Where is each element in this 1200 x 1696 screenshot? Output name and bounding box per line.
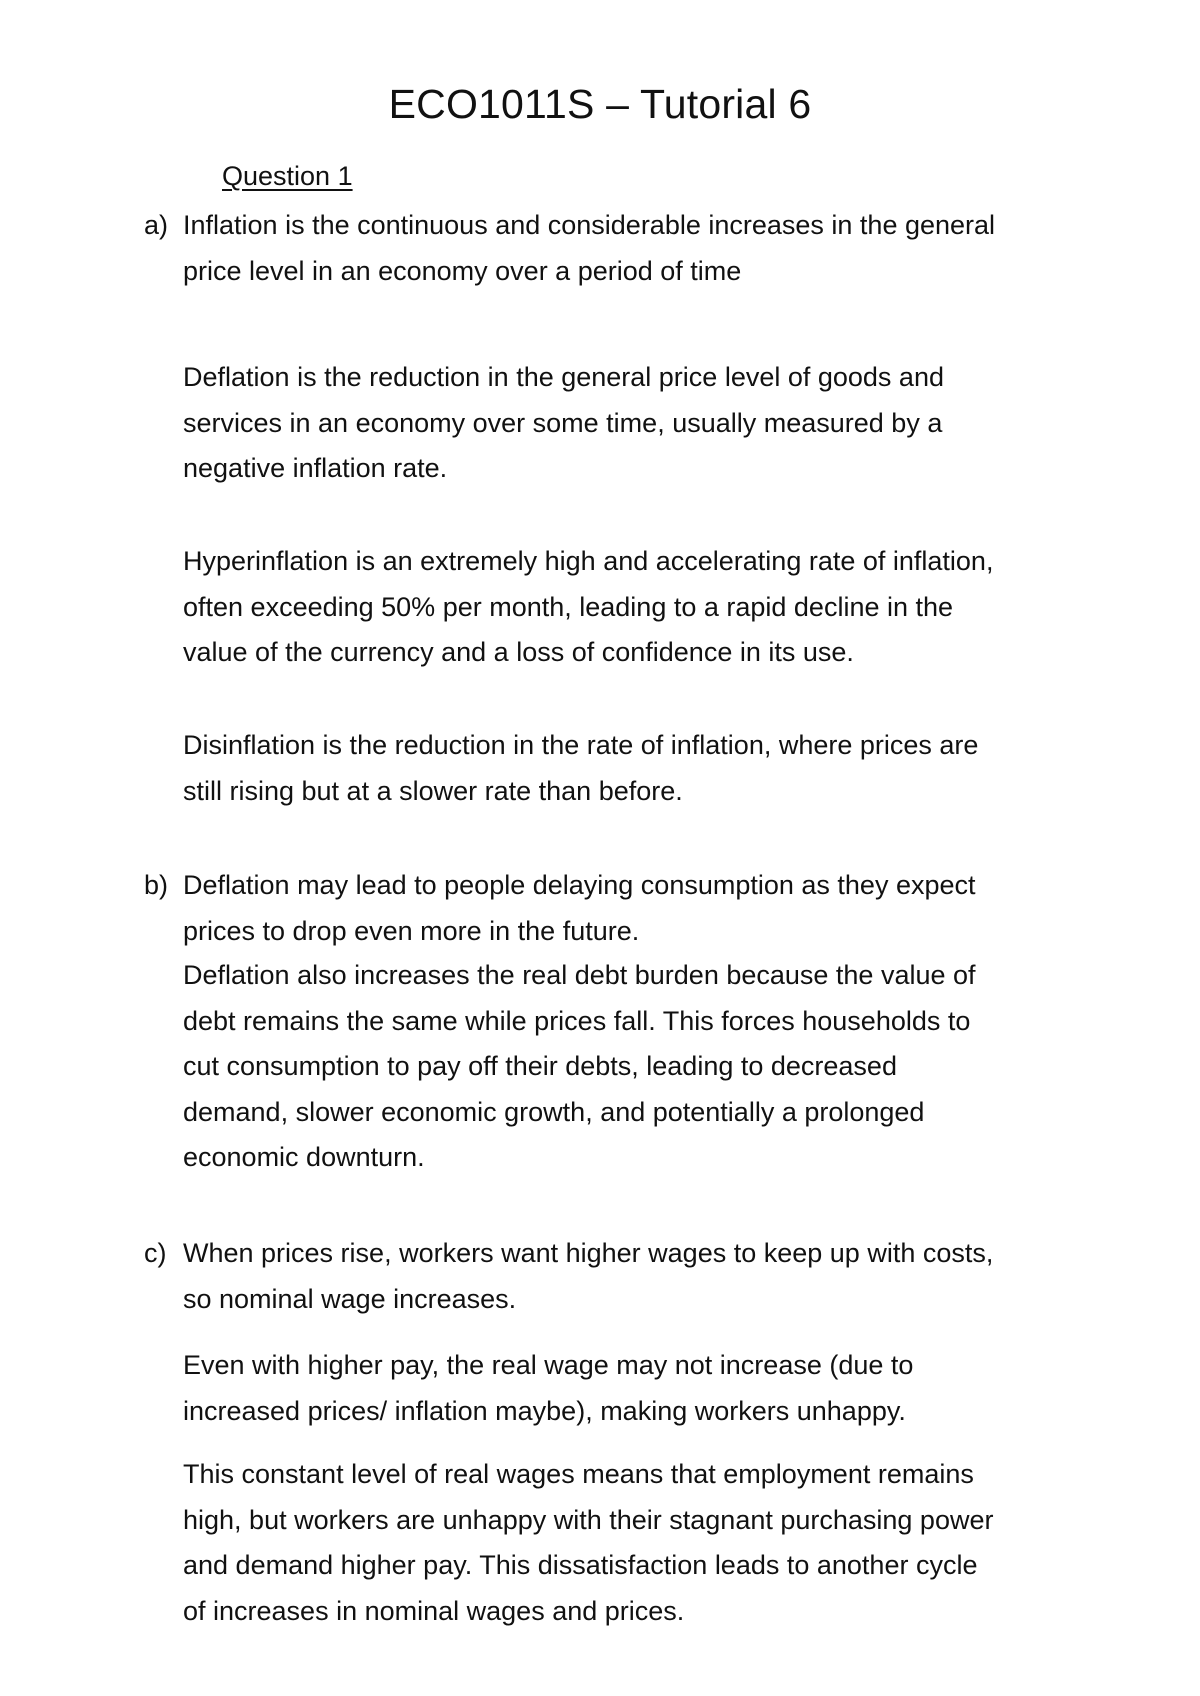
paragraph-wage-rise [183,1231,1143,1322]
paragraph-line: Inflation is the continuous and considerable increases in the general [183,210,996,240]
paragraph-line: often exceeding 50% per month, leading to a rapid decline in the [183,591,954,622]
paragraph-line: Hyperinflation is an extremely high and accelerating rate of inflation, [183,546,994,576]
paragraph-line: high, but workers are unhappy with their stagnant purchasing power [183,1504,994,1535]
question-heading: Question 1 [222,161,353,191]
document-title: ECO1011S – Tutorial 6 [388,81,812,127]
paragraph-line: and demand higher pay. This dissatisfaction leads to another cycle [183,1550,978,1580]
paragraph-deflation-consumption [183,863,1143,954]
paragraph-disinflation-definition [183,723,1143,814]
paragraph-line: Deflation also increases the real debt burden because the value of [183,960,976,990]
paragraph-line: prices to drop even more in the future. [183,915,640,946]
paragraph-line: demand, slower economic growth, and potentially a prolonged [183,1096,925,1127]
paragraph-line: negative inflation rate. [183,453,448,483]
paragraph-line: of increases in nominal wages and prices. [183,1595,685,1626]
item-marker-b: b) [144,870,169,900]
paragraph-line: price level in an economy over a period of time [183,255,742,286]
paragraph-line: still rising but at a slower rate than before. [183,775,683,806]
paragraph-line: Deflation is the reduction in the general price level of goods and [183,362,944,392]
paragraph-line: so nominal wage increases. [183,1283,517,1314]
paragraph-line: increased prices/ inflation maybe), making workers unhappy. [183,1395,906,1426]
paragraph-inflation-definition [183,203,1143,294]
paragraph-line: This constant level of real wages means that employment remains [183,1459,974,1489]
paragraph-line: value of the currency and a loss of confidence in its use. [183,637,854,667]
paragraph-line: Deflation may lead to people delaying consumption as they expect [183,870,976,900]
paragraph-line: services in an economy over some time, usually measured by a [183,407,943,438]
paragraph-line: debt remains the same while prices fall. This forces households to [183,1005,971,1036]
paragraph-line: Even with higher pay, the real wage may not increase (due to [183,1350,914,1380]
paragraph-line: Disinflation is the reduction in the rate of inflation, where prices are [183,730,979,760]
paragraph-hyperinflation-definition [183,539,1143,676]
item-marker-c: c) [144,1238,167,1268]
paragraph-line: cut consumption to pay off their debts, leading to decreased [183,1051,897,1081]
item-marker-a: a) [144,210,169,240]
paragraph-line: economic downturn. [183,1142,425,1172]
paragraph-deflation-debt [183,953,1143,1181]
paragraph-deflation-definition [183,355,1143,492]
paragraph-wage-price-cycle [183,1452,1143,1634]
paragraph-line: When prices rise, workers want higher wages to keep up with costs, [183,1238,994,1268]
paragraph-real-wage [183,1343,1143,1434]
